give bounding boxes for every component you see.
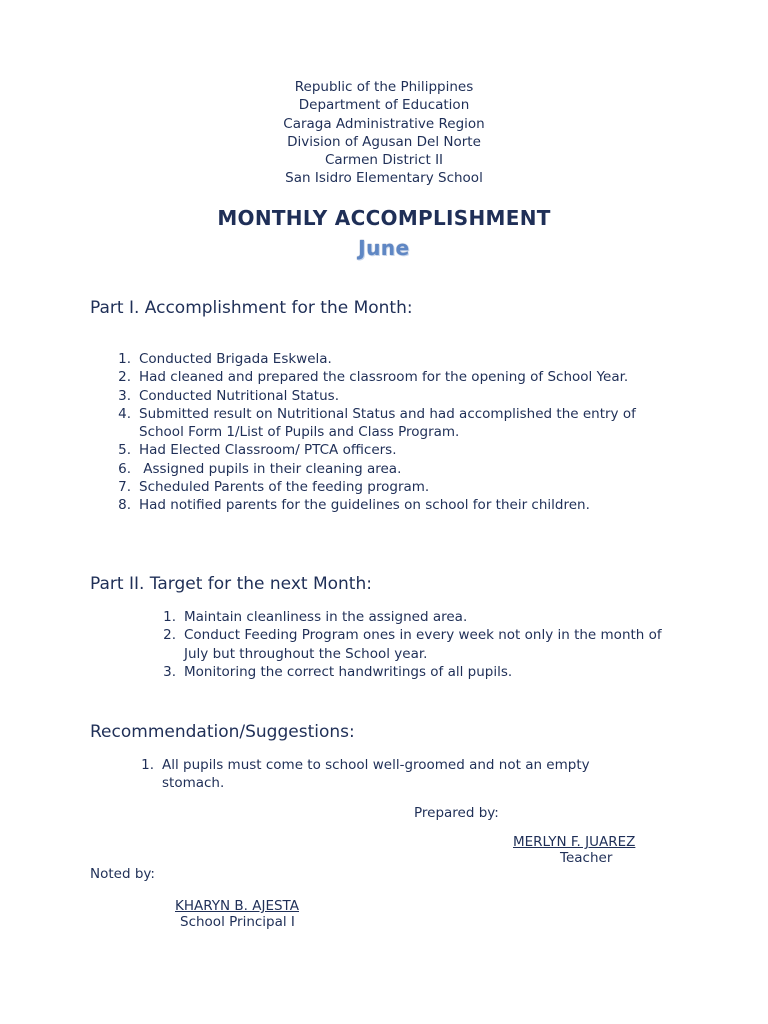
letterhead-line: Caraga Administrative Region: [283, 115, 485, 132]
list-item: 3. Monitoring the correct handwritings of all pupils.: [163, 663, 513, 680]
letterhead-line: Republic of the Philippines: [294, 79, 474, 95]
part2-list: [158, 608, 663, 681]
prepared-by-name: MERLYN F. JUAREZ: [513, 834, 636, 850]
list-item: 2. Had cleaned and prepared the classroom for the opening of School Year.: [118, 369, 629, 386]
list-item: 1. Conducted Brigada Eskwela.: [118, 351, 332, 367]
report-month: June: [358, 236, 410, 260]
noted-by-label: Noted by:: [90, 866, 155, 882]
prepared-by-label: Prepared by:: [414, 805, 499, 821]
document-title: MONTHLY ACCOMPLISHMENT: [217, 206, 551, 230]
list-item: 7. Scheduled Parents of the feeding program.: [118, 479, 430, 496]
part1-list: [113, 350, 678, 515]
letterhead-line: San Isidro Elementary School: [285, 170, 483, 187]
letterhead-line: Department of Education: [298, 97, 470, 114]
list-item: 4. Submitted result on Nutritional Status and had accomplished the entry of School Form 1/List of Pupils and Class Program.: [118, 405, 636, 441]
recommendations-heading: Recommendation/Suggestions:: [90, 722, 355, 742]
noted-by-name: KHARYN B. AJESTA: [175, 898, 299, 914]
part2-heading: Part II. Target for the next Month:: [90, 574, 372, 594]
part1-heading: Part I. Accomplishment for the Month:: [90, 298, 413, 318]
noted-by-role: School Principal I: [180, 914, 295, 930]
letterhead-line: Division of Agusan Del Norte: [287, 133, 481, 150]
recommendations-list: [136, 756, 656, 793]
prepared-by-role: Teacher: [560, 850, 613, 866]
list-item: 6. Assigned pupils in their cleaning area.: [118, 460, 402, 477]
letterhead: [0, 78, 768, 188]
list-item: 2. Conduct Feeding Program ones in every week not only in the month of July but throughout the School year.: [163, 627, 662, 662]
list-item: 5. Had Elected Classroom/ PTCA officers.: [118, 442, 397, 459]
list-item: 1. All pupils must come to school well-groomed and not an empty stomach.: [141, 757, 590, 792]
letterhead-line: Carmen District II: [324, 152, 444, 169]
list-item: 3. Conducted Nutritional Status.: [118, 387, 339, 404]
list-item: 1. Maintain cleanliness in the assigned area.: [163, 609, 468, 625]
list-item: 8. Had notified parents for the guidelines on school for their children.: [118, 497, 590, 514]
